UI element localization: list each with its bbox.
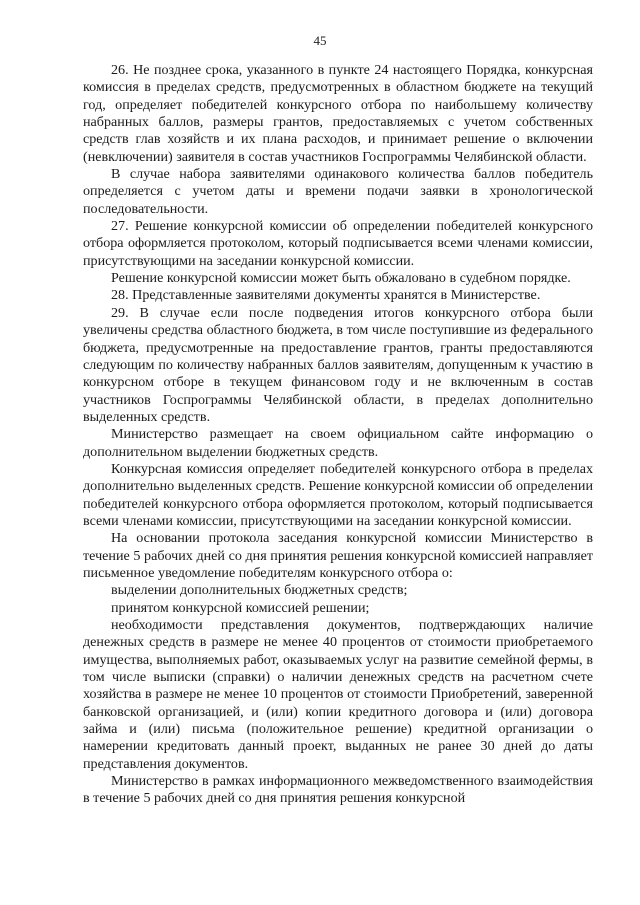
list-item-additional-funds: выделении дополнительных бюджетных средств; <box>111 582 408 599</box>
document-body <box>83 62 593 808</box>
paragraph-interagency: Министерство в рамках информационного межведомственного взаимодействия в течение 5 рабочих дней со дня принятия решения конкурсной <box>83 773 593 807</box>
paragraph-29: 29. В случае если после подведения итогов конкурсного отбора были увеличены средства областного бюджета, в том числе поступившие из федерального бюджета, предусмотренные на предоставление грантов, гранты предоставляются следующим по количеству набранных баллов заявителям, допущенным к участию в конкурсном отборе в текущем финансовом году и не включенным в состав участников Госпрограммы Челябинской области, в пределах дополнительно выделенных средств. <box>83 304 593 425</box>
paragraph-website-info: Министерство размещает на своем официальном сайте информацию о дополнительном выделении бюджетных средств. <box>83 426 593 460</box>
list-item-decision: принятом конкурсной комиссией решении; <box>111 599 370 616</box>
paragraph-notification: На основании протокола заседания конкурсной комиссии Министерство в течение 5 рабочих дней со дня принятия решения конкурсной комиссией направляет письменное уведомление победителям конкурсного отбора о: <box>83 530 593 581</box>
paragraph-26: 26. Не позднее срока, указанного в пункте 24 настоящего Порядка, конкурсная комиссия в пределах средств, предусмотренных в областном бюджете на текущий год, определяет победителей конкурсного отбора по наибольшему количеству набранных баллов, размеры грантов, предоставляемых с учетом собственных средств глав хозяйств и их плана расходов, и принимает решение о включении (невключении) заявителя в состав участников Госпрограммы Челябинской области. <box>83 62 593 165</box>
paragraph-tie-rule: В случае набора заявителями одинакового количества баллов победитель определяется с учетом даты и времени подачи заявки в хронологической последовательности. <box>83 166 593 217</box>
paragraph-commission-decision: Конкурсная комиссия определяет победителей конкурсного отбора в пределах дополнительно выделенных средств. Решение конкурсной комиссии об определении победителей конкурсного отбора оформляется протоколом, который подписывается всеми членами комиссии, присутствующими на заседании конкурсной комиссии. <box>83 460 593 529</box>
list-item-documents: необходимости представления документов, подтверждающих наличие денежных средств в размере не менее 40 процентов от стоимости приобретаемого имущества, выполняемых работ, оказываемых услуг на развитие семейной фермы, в том числе выписки (справки) о наличии денежных средств на расчетном счете хозяйства в размере не менее 10 процентов от стоимости Приобретений, заверенной банковской организацией, и (или) копии кредитного договора и (или) договора займа и (или) письма (положительное решение) кредитной организации о намерении кредитовать данный проект, выданных не ранее 30 дней до даты представления документов. <box>83 617 593 772</box>
paragraph-28: 28. Представленные заявителями документы хранятся в Министерстве. <box>111 287 541 304</box>
page-number: 45 <box>313 33 327 48</box>
paragraph-appeal: Решение конкурсной комиссии может быть обжаловано в судебном порядке. <box>111 270 571 287</box>
paragraph-27: 27. Решение конкурсной комиссии об определении победителей конкурсного отбора оформляется протоколом, который подписывается всеми членами комиссии, присутствующими на заседании конкурсной комиссии. <box>83 218 593 269</box>
